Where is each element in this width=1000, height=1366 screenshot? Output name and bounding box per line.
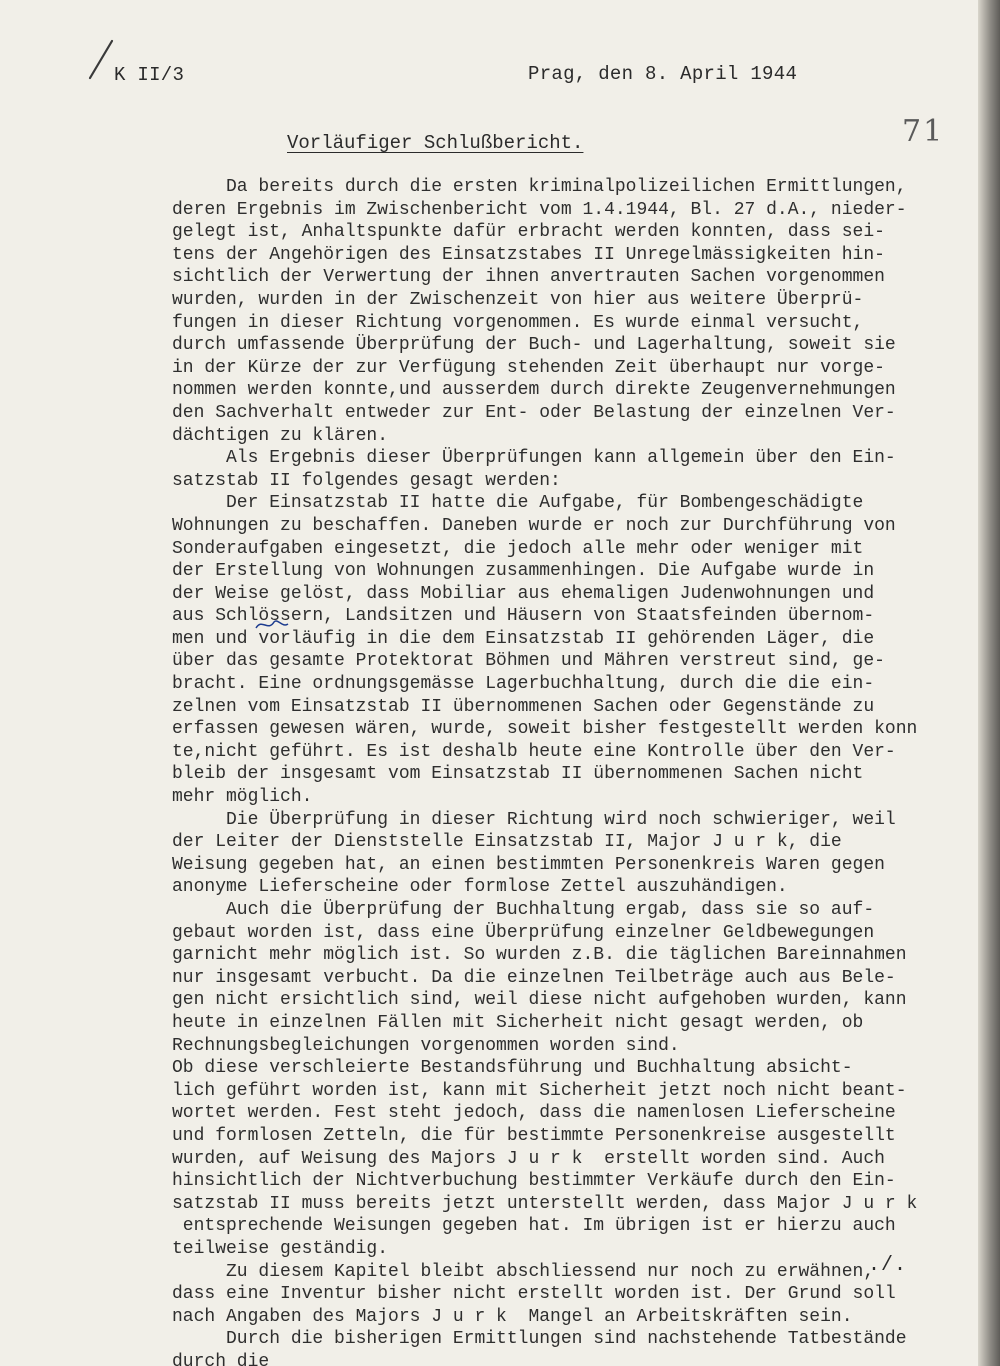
page-number: 71 (902, 114, 945, 149)
text-line: durch die (172, 1351, 270, 1366)
text-line: heute in einzelnen Fällen mit Sicherheit nicht gesagt werden, ob (172, 1012, 864, 1033)
text-line: Zu diesem Kapitel bleibt abschliessend nur noch zu erwähnen, (172, 1261, 875, 1282)
text-line: in der Kürze der zur Verfügung stehenden Zeit überhaupt nur vorge- (172, 357, 885, 378)
text-line: Da bereits durch die ersten kriminalpolizeilichen Ermittlungen, (172, 177, 907, 197)
text-line: Als Ergebnis dieser Überprüfungen kann allgemein über den Ein- (172, 448, 896, 469)
text-line: Weisung gegeben hat, an einen bestimmten Personenkreis Waren gegen (172, 854, 885, 875)
text-line: Auch die Überprüfung der Buchhaltung ergab, dass sie so auf- (172, 900, 875, 920)
text-line: teilweise geständig. (172, 1238, 389, 1259)
text-line: Ob diese verschleierte Bestandsführung und Buchhaltung absicht- (172, 1058, 853, 1079)
continuation-mark: ./. (868, 1254, 908, 1277)
text-line: tens der Angehörigen des Einsatzstabes II Unregelmässigkeiten hin- (172, 244, 885, 265)
place-date: Prag, den 8. April 1944 (528, 63, 798, 85)
text-line: nach Angaben des Majors J u r k Mangel an Arbeitskräften sein. (172, 1306, 853, 1327)
text-line: mehr möglich. (172, 787, 313, 808)
text-line: men und vorläufig in die dem Einsatzstab II gehörenden Läger, die (172, 628, 875, 649)
file-reference: K II/3 (114, 64, 185, 86)
text-line: über das gesamte Protektorat Böhmen und Mähren verstreut sind, ge- (172, 651, 885, 672)
text-line: entsprechende Weisungen gegeben hat. Im übrigen ist er hierzu auch (172, 1216, 896, 1237)
text-line: zelnen vom Einsatzstab II übernommenen Sachen oder Gegenstände zu (172, 696, 875, 717)
text-line: dächtigen zu klären. (172, 425, 389, 446)
text-line: Der Einsatzstab II hatte die Aufgabe, für Bombengeschädigte (172, 493, 864, 514)
text-line: Rechnungsbegleichungen vorgenommen worden sind. (172, 1035, 680, 1056)
text-line: Durch die bisherigen Ermittlungen sind nachstehende Tatbestände (172, 1329, 907, 1350)
text-line: durch umfassende Überprüfung der Buch- und Lagerhaltung, soweit sie (172, 335, 896, 356)
text-line: satzstab II muss bereits jetzt unterstellt werden, dass Major J u r k (172, 1193, 918, 1214)
text-line: wurden, auf Weisung des Majors J u r k erstellt worden sind. Auch (172, 1148, 885, 1169)
text-line: wortet werden. Fest steht jedoch, dass die namenlosen Lieferscheine (172, 1103, 896, 1124)
text-line: den Sachverhalt entweder zur Ent- oder Belastung der einzelnen Ver- (172, 402, 896, 423)
text-line: gen nicht ersichtlich sind, weil diese nicht aufgehoben wurden, kann (172, 990, 907, 1011)
text-line: der Weise gelöst, dass Mobiliar aus ehemaligen Judenwohnungen und (172, 583, 875, 604)
text-line: gebaut worden ist, dass eine Überprüfung einzelner Geldbewegungen (172, 922, 875, 943)
scan-edge (978, 0, 1000, 1366)
report-body (172, 176, 972, 1366)
page-title: Vorläufiger Schlußbericht. (287, 132, 584, 154)
text-line: der Leiter der Dienststelle Einsatzstab II, Major J u r k, die (172, 832, 842, 853)
text-line: lich geführt worden ist, kann mit Sicherheit jetzt noch nicht beant- (172, 1080, 907, 1101)
text-line: Sonderaufgaben eingesetzt, die jedoch alle mehr oder weniger mit (172, 538, 864, 559)
text-line: nommen werden konnte,und ausserdem durch direkte Zeugenvernehmungen (172, 380, 896, 401)
text-line: nur insgesamt verbucht. Da die einzelnen Teilbeträge auch aus Bele- (172, 967, 896, 988)
text-line: te,nicht geführt. Es ist deshalb heute eine Kontrolle über den Ver- (172, 741, 896, 762)
handwritten-mark (252, 616, 292, 634)
text-line: gelegt ist, Anhaltspunkte dafür erbracht werden konnten, dass sei- (172, 222, 885, 243)
text-line: deren Ergebnis im Zwischenbericht vom 1.4.1944, Bl. 27 d.A., nieder- (172, 199, 907, 220)
text-line: wurden, wurden in der Zwischenzeit von hier aus weitere Überprü- (172, 289, 864, 310)
text-line: satzstab II folgendes gesagt werden: (172, 470, 561, 491)
text-line: sichtlich der Verwertung der ihnen anvertrauten Sachen vorgenommen (172, 267, 885, 288)
text-line: bracht. Eine ordnungsgemässe Lagerbuchhaltung, durch die die ein- (172, 674, 875, 695)
text-line: Wohnungen zu beschaffen. Daneben wurde er noch zur Durchführung von (172, 515, 896, 536)
text-line: aus Schlössern, Landsitzen und Häusern von Staatsfeinden übernom- (172, 606, 875, 627)
text-line: anonyme Lieferscheine oder formlose Zettel auszuhändigen. (172, 877, 788, 898)
text-line: dass eine Inventur bisher nicht erstellt worden ist. Der Grund soll (172, 1284, 896, 1305)
text-line: hinsichtlich der Nichtverbuchung bestimmter Verkäufe durch den Ein- (172, 1171, 896, 1192)
check-mark-annotation (86, 38, 116, 82)
text-line: Die Überprüfung in dieser Richtung wird noch schwieriger, weil (172, 809, 896, 830)
text-line: und formlosen Zetteln, die für bestimmte Personenkreise ausgestellt (172, 1125, 896, 1146)
text-line: garnicht mehr möglich ist. So wurden z.B. die täglichen Bareinnahmen (172, 945, 907, 966)
text-line: bleib der insgesamt vom Einsatzstab II übernommenen Sachen nicht (172, 764, 864, 785)
text-line: der Erstellung von Wohnungen zusammenhingen. Die Aufgabe wurde in (172, 561, 875, 582)
text-line: erfassen gewesen wären, wurde, soweit bisher festgestellt werden konn (172, 719, 918, 740)
text-line: fungen in dieser Richtung vorgenommen. Es wurde einmal versucht, (172, 312, 864, 333)
